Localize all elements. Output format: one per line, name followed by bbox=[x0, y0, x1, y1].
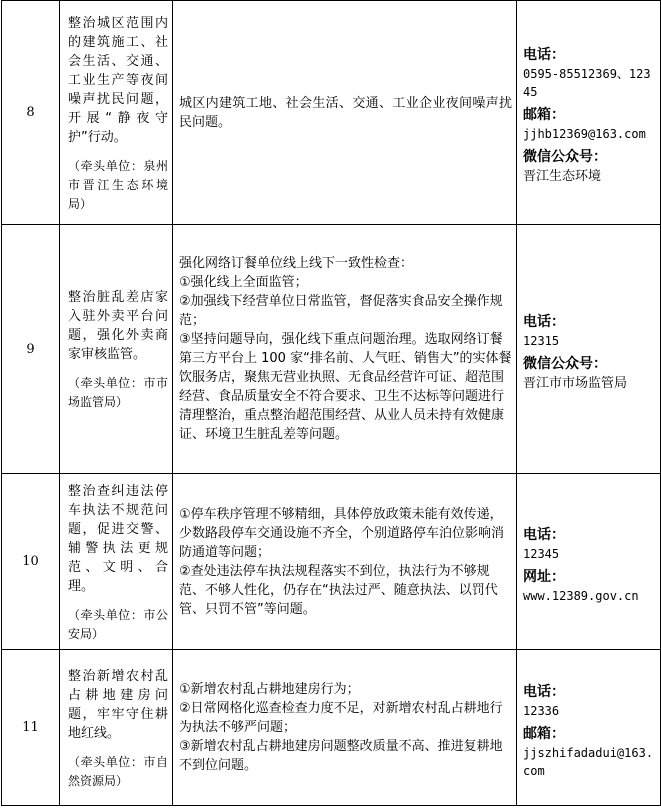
problem-text: ②日常网格化巡查检查力度不足，对新增农村乱占耕地行为执法不够严问题； bbox=[179, 701, 503, 735]
website-link[interactable]: www.12389.gov.cn bbox=[523, 588, 639, 603]
problem-cell bbox=[173, 650, 517, 806]
contact-label: 电话： bbox=[523, 47, 565, 63]
phone-value: 12315 bbox=[523, 333, 560, 348]
email-value: jjhb12369@163.com bbox=[523, 127, 646, 141]
problem-text: 强化网络订餐单位线上线下一致性检查： bbox=[179, 256, 414, 271]
phone-value: 12345 bbox=[523, 546, 560, 561]
table-row bbox=[2, 650, 661, 806]
task-cell bbox=[60, 474, 173, 650]
task-cell bbox=[60, 650, 173, 806]
row-number: 9 bbox=[2, 225, 60, 474]
task-description: 整治脏乱差店家入驻外卖平台问题，强化外卖商家审核监管。 bbox=[68, 290, 168, 362]
lead-unit: （牵头单位：市市场监管局） bbox=[68, 376, 168, 409]
contact-label: 邮箱： bbox=[523, 107, 565, 123]
problem-text: ①停车秩序管理不够精细，具体停放政策未能有效传递，少数路段停车交通设施不齐全，个别道路停车泊位影响消防通道等问题； bbox=[179, 506, 505, 560]
problem-cell bbox=[173, 1, 517, 225]
email-value: jjszhifadadui@163.com bbox=[523, 745, 654, 778]
row-number: 8 bbox=[2, 1, 60, 225]
lead-unit: （牵头单位：市自然资源局） bbox=[68, 754, 168, 788]
contact-label: 微信公众号： bbox=[523, 355, 607, 372]
task-cell bbox=[60, 1, 173, 225]
problem-text: ②加强线下经营单位日常监管，督促落实食品安全操作规范； bbox=[179, 294, 503, 328]
task-description: 整治查纠违法停车执法不规范问题，促进交警、辅警执法更规范、文明、合理。 bbox=[68, 483, 168, 594]
contact-cell bbox=[517, 225, 661, 474]
contact-cell bbox=[517, 474, 661, 650]
problem-cell bbox=[173, 474, 517, 650]
contact-cell bbox=[517, 1, 661, 225]
task-description: 整治城区范围内的建筑施工、社会生活、交通、工业生产等夜间噪声扰民问题，开展“静夜守护”行动。 bbox=[68, 15, 168, 145]
contact-label: 微信公众号： bbox=[523, 149, 607, 165]
problem-cell bbox=[173, 225, 517, 474]
problem-text: ①强化线上全面监管； bbox=[179, 275, 308, 290]
contact-label: 邮箱： bbox=[523, 725, 565, 742]
contact-label: 电话： bbox=[523, 526, 565, 543]
contact-cell bbox=[517, 650, 661, 806]
wechat-value: 晋江生态环境 bbox=[523, 169, 602, 184]
task-cell bbox=[60, 225, 173, 474]
row-number: 10 bbox=[2, 474, 60, 650]
contact-label: 电话： bbox=[523, 313, 565, 330]
lead-unit: （牵头单位：市公安局） bbox=[68, 607, 168, 641]
problem-text: ③坚持问题导向，强化线下重点问题治理。选取网络订餐第三方平台上 100 家“排名前、人气旺、销售大”的实体餐饮服务店，聚焦无营业执照、无食品经营许可证、超范围经营、食品质量安全不符合要求、卫生不达标等问题进行清理整治，重点整治超范围经营、从业人员未持有效健康证、环境卫生脏乱差等问题。 bbox=[179, 332, 512, 442]
contact-label: 电话： bbox=[523, 683, 565, 700]
contact-label: 网址： bbox=[523, 568, 565, 585]
phone-value: 0595-85512369、12345 bbox=[523, 67, 651, 99]
lead-unit: （牵头单位：泉州市晋江生态环境局） bbox=[68, 158, 168, 211]
problem-text: 城区内建筑工地、社会生活、交通、工业企业夜间噪声扰民问题。 bbox=[179, 95, 512, 130]
row-number: 11 bbox=[2, 650, 60, 806]
problem-text: ②查处违法停车执法规程落实不到位，执法行为不够规范、不够人性化，仍存在“执法过严、随意执法、以罚代管、只罚不管”等问题。 bbox=[179, 563, 498, 617]
problem-text: ①新增农村乱占耕地建房行为； bbox=[179, 682, 360, 697]
problem-text: ③新增农村乱占耕地建房问题整改质量不高、推进复耕地不到位问题。 bbox=[179, 739, 503, 773]
table-row bbox=[2, 474, 661, 650]
table-row bbox=[2, 1, 661, 225]
phone-value: 12336 bbox=[523, 703, 560, 718]
wechat-value: 晋江市市场监管局 bbox=[523, 375, 628, 391]
remediation-table bbox=[1, 0, 661, 806]
table-row bbox=[2, 225, 661, 474]
task-description: 整治新增农村乱占耕地建房问题，牢牢守住耕地红线。 bbox=[68, 668, 168, 741]
